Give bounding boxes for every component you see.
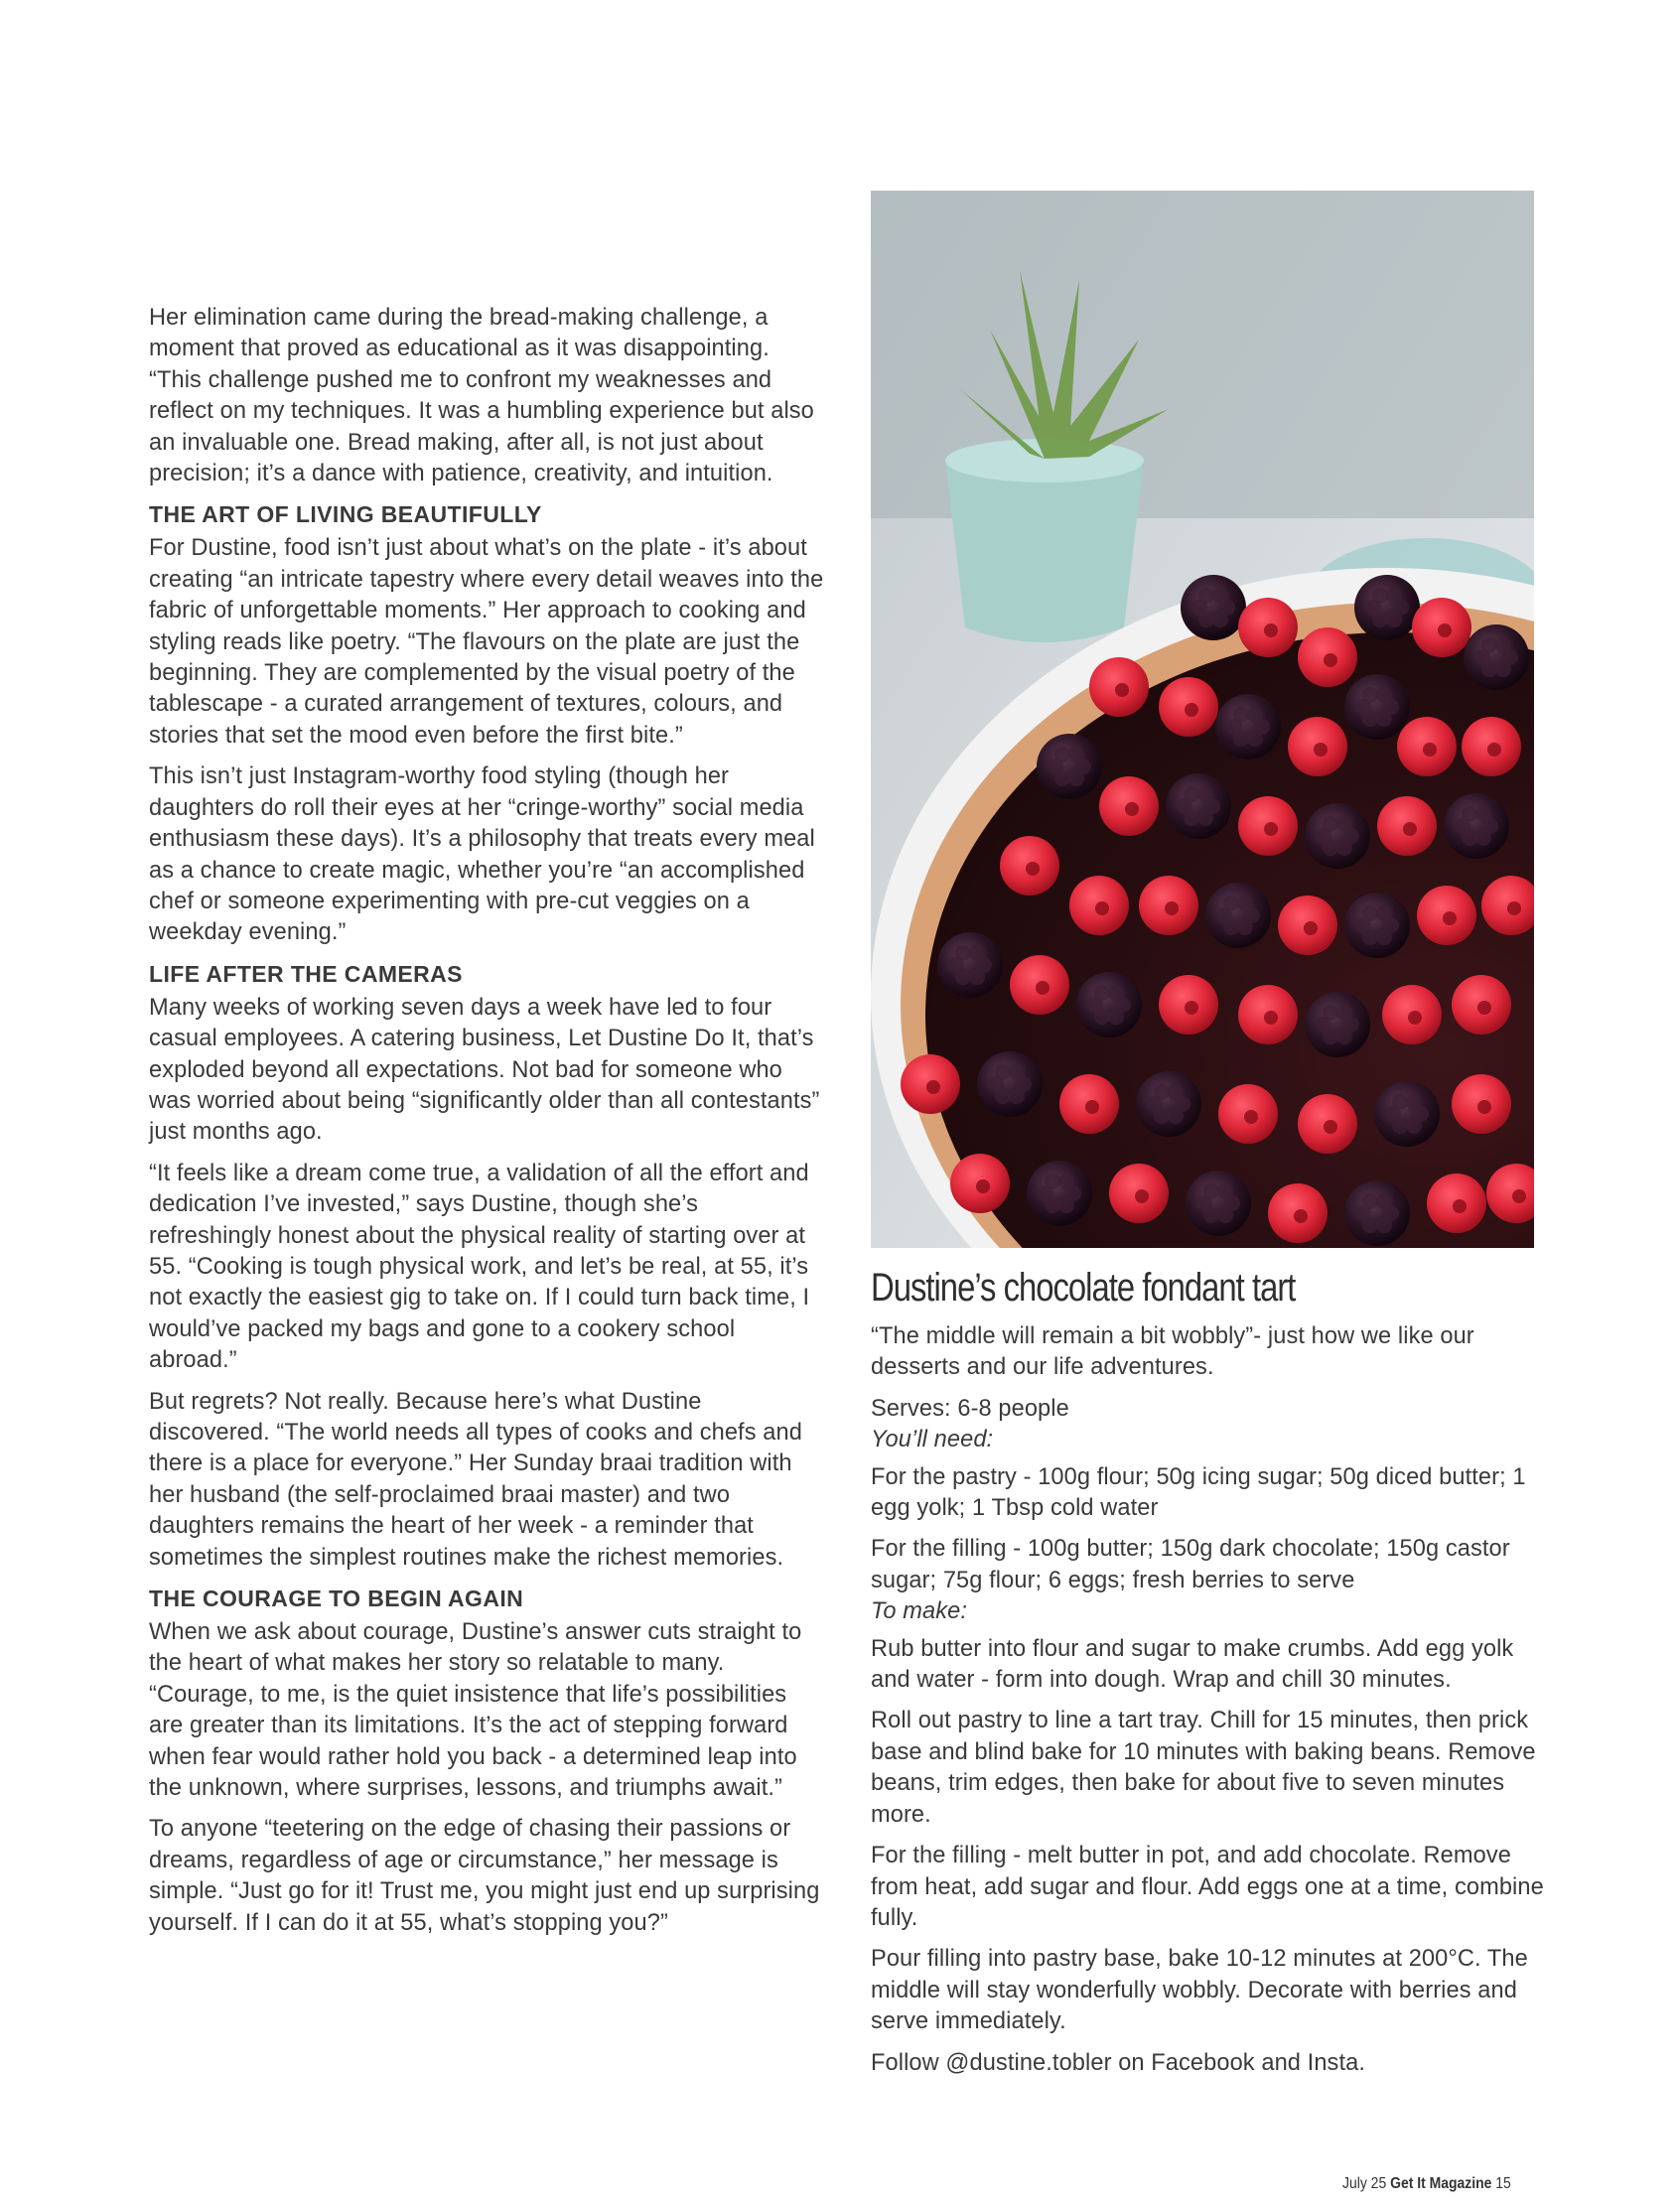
section-heading: THE ART OF LIVING BEAUTIFULLY [149,501,542,528]
blackberry-drupelet [1376,1193,1392,1209]
blackberry-drupelet [1336,816,1352,832]
blackberry-drupelet [1168,1084,1184,1100]
raspberry-hollow [1085,1100,1099,1114]
raspberry-hollow [1264,623,1278,637]
raspberry-hollow [1512,1189,1526,1203]
blackberry-drupelet [1054,747,1070,762]
blackberry [1037,734,1102,799]
blackberry-drupelet [955,945,971,961]
raspberry-hollow [1443,911,1457,925]
blackberry-drupelet [1108,985,1124,1001]
blackberry-drupelet [1184,786,1199,802]
raspberry-hollow [1304,921,1318,935]
raspberry-hollow [1125,802,1139,816]
blackberry-drupelet [1233,707,1249,723]
raspberry-hollow [976,1179,990,1193]
paragraph: Many weeks of working seven days a week have led to four casual employees. A catering business, Let Dustine Do It, that’s exploded beyond all expectations. Not bad for someone who was worried about being “significantly older than all contestants” just months ago. [149,994,820,1146]
raspberry-hollow [1244,1110,1258,1124]
method-step: Rub butter into flour and sugar to make crumbs. Add egg yolk and water - form into dough. Wrap and chill 30 minutes. [871,1635,1514,1694]
blackberry-drupelet [1336,840,1352,856]
blackberry [1136,1071,1201,1137]
article-left-column [149,303,824,1949]
blackberry-drupelet [1068,747,1084,762]
paragraph: For Dustine, food isn’t just about what’s on the plate - it’s about creating “an intricate tapestry where every detail weaves into the fabric of unforgettable moments.” Her approach to cooking and styling reads like poetry. “The flavours on the plate are just the beginning. They are complemented by the visual poetry of the tablescape - a curated arrangement of textures, colours, and stories that set the mood even before the first bite.” [149,535,824,749]
paragraph: “It feels like a dream come true, a validation of all the effort and dedication I’ve invested,” says Dustine, though she’s refreshingly honest about the physical reality of starting over at 55. “Cooking is tough physical work, and let’s be real, at 55, it’s not exactly the easiest gig to take on. If I could turn back time, I would’ve packed my bags and gone to a cookery school abroad.” [149,1160,810,1374]
blackberry-drupelet [1237,896,1253,911]
raspberry-hollow [1264,1011,1278,1025]
blackberry [1166,773,1231,839]
blackberry [1354,575,1420,640]
footer-page: 15 [1495,2175,1511,2192]
blackberry-drupelet [1217,1207,1233,1223]
method-label: To make: [871,1598,967,1625]
blackberry-drupelet [1376,1217,1392,1233]
raspberry-hollow [1487,743,1501,757]
blackberry [1464,624,1529,690]
ingredients-label: You’ll need: [871,1427,994,1453]
blackberry-drupelet [1203,1183,1219,1199]
raspberry-hollow [1185,1001,1198,1015]
blackberry-drupelet [1094,985,1110,1001]
blackberry-drupelet [1475,806,1491,822]
blackberry [937,932,1003,998]
blackberry-drupelet [1495,637,1511,653]
blackberry [1181,575,1246,640]
blackberry-drupelet [1237,919,1253,935]
blackberry-drupelet [1362,905,1378,921]
blackberry [1186,1171,1251,1236]
blackberry-drupelet [1197,810,1213,826]
blackberry-drupelet [1376,711,1392,727]
blackberry-drupelet [1336,1005,1352,1021]
raspberry-hollow [1165,901,1179,915]
raspberry-hollow [1095,901,1109,915]
blackberry-drupelet [1108,1009,1124,1025]
blackberry-drupelet [1323,1005,1338,1021]
raspberry-hollow [1438,623,1452,637]
blackberry-drupelet [1386,588,1402,604]
blackberry-drupelet [1392,1094,1408,1110]
blackberry-drupelet [1362,687,1378,703]
raspberry-hollow [1294,1209,1308,1223]
raspberry-hollow [1314,743,1328,757]
raspberry-hollow [1408,1011,1422,1025]
raspberry-hollow [1036,981,1050,995]
raspberry-hollow [1115,683,1129,697]
method-step: Roll out pastry to line a tart tray. Chill for 15 minutes, then prick base and blind bake for 10 minutes with baking beans. Remove beans, trim edges, then bake for about five to seven minutes more. [871,1708,1536,1828]
paragraph: To anyone “teetering on the edge of chasing their passions or dreams, regardless of age or circumstance,” her message is simple. “Just go for it! Trust me, you might just end up surprising yourself. If I can do it at 55, what’s stopping you?” [149,1816,820,1936]
raspberry-hollow [1403,822,1417,836]
section-heading: THE COURAGE TO BEGIN AGAIN [149,1586,524,1612]
method-step: For the filling - melt butter in pot, and add chocolate. Remove from heat, add sugar and flour. Add eggs one at a time, combine fully. [871,1843,1544,1931]
page-footer [1342,2175,1511,2193]
follow-line: Follow @dustine.tobler on Facebook and Insta. [871,2049,1365,2076]
method-step: Pour filling into pastry base, bake 10-12 minutes at 200°C. The middle will stay wonderfully wobbly. Decorate with berries and serve immediately. [871,1946,1528,2035]
blackberry-drupelet [1045,1173,1060,1189]
raspberry-hollow [1026,862,1040,876]
blackberry-drupelet [1223,896,1239,911]
recipe-intro: “The middle will remain a bit wobbly”- just how we like our desserts and our life adventures. [871,1323,1474,1381]
raspberry-hollow [1135,1189,1149,1203]
blackberry-drupelet [1058,1197,1074,1213]
section-heading: LIFE AFTER THE CAMERAS [149,960,463,987]
blackberry-drupelet [1336,1029,1352,1044]
recipe-serves: Serves: 6-8 people [871,1395,1069,1422]
blackberry-drupelet [1154,1084,1170,1100]
raspberry-hollow [926,1080,940,1094]
blackberry-drupelet [1495,661,1511,677]
blackberry [1215,694,1281,759]
blackberry [1444,793,1509,859]
blackberry-drupelet [1386,612,1402,627]
tart-photo [871,191,1534,1248]
raspberry-hollow [1507,901,1521,915]
blackberry [1374,1081,1440,1147]
raspberry-hollow [1453,1199,1467,1213]
blackberry [1344,674,1410,740]
blackberry-drupelet [1168,1108,1184,1124]
recipe-title: Dustine’s chocolate fondant tart [871,1266,1296,1310]
blackberry-drupelet [1481,637,1497,653]
blackberry-drupelet [1475,830,1491,846]
blackberry [977,1051,1043,1117]
paragraph: When we ask about courage, Dustine’s answer cuts straight to the heart of what makes her story so relatable to many. “Courage, to me, is the quiet insistence that life’s possibilities are greater than its limitations. It’s the act of stepping forward when fear would rather hold you back - a determined leap into the unknown, where surprises, lessons, and triumphs await.” [149,1619,802,1802]
ingredients-pastry: For the pastry - 100g flour; 50g icing sugar; 50g diced butter; 1 egg yolk; 1 Tbsp cold water [871,1463,1526,1522]
blackberry-drupelet [1068,770,1084,786]
recipe-column [871,1264,1546,2089]
blackberry [1305,803,1370,869]
blackberry-drupelet [1009,1064,1025,1080]
blackberry-drupelet [1197,786,1213,802]
blackberry-drupelet [1323,816,1338,832]
blackberry-drupelet [969,969,985,985]
blackberry-drupelet [1009,1088,1025,1104]
blackberry-drupelet [1462,806,1477,822]
raspberry-hollow [1477,1001,1491,1015]
blackberry-drupelet [1212,588,1228,604]
blackberry-drupelet [1217,1183,1233,1199]
blackberry-drupelet [1376,929,1392,945]
tart-illustration [871,191,1534,1248]
raspberry-hollow [1185,703,1198,717]
paragraph: This isn’t just Instagram-worthy food styling (though her daughters do roll their eyes at her “cringe-worthy” social media enthusiasm these days). It’s a philosophy that treats every meal as a chance to create magic, whether you’re “an accomplished chef or someone experimenting with pre-cut veggies on a weekday evening.” [149,763,815,946]
ingredients-filling: For the filling - 100g butter; 150g dark chocolate; 150g castor sugar; 75g flour; 6 eggs; fresh berries to serve [871,1536,1510,1593]
blackberry-drupelet [1058,1173,1074,1189]
blackberry-drupelet [1376,687,1392,703]
blackberry [1305,992,1370,1057]
blackberry [1344,893,1410,958]
raspberry-hollow [1324,653,1337,667]
blackberry [1344,1180,1410,1246]
paragraph: Her elimination came during the bread-making challenge, a moment that proved as educational as it was disappointing. “This challenge pushed me to confront my weaknesses and reflect on my techniques. It was a humbling experience but also an invaluable one. Bread making, after all, is not just about precision; it’s a dance with patience, creativity, and intuition. [149,305,814,487]
raspberry-hollow [1423,743,1437,757]
blackberry-drupelet [969,945,985,961]
blackberry-drupelet [1372,588,1388,604]
blackberry-drupelet [1406,1118,1422,1134]
blackberry-drupelet [1406,1094,1422,1110]
blackberry [1205,883,1271,948]
footer-magazine: Get It Magazine [1390,2175,1492,2192]
paragraph: But regrets? Not really. Because here’s what Dustine discovered. “The world needs all types of cooks and chefs and there is a place for everyone.” Her Sunday braai tradition with her husband (the self-proclaimed braai master) and two daughters remains the heart of her week - a reminder that sometimes the simplest routines make the richest memories. [149,1388,802,1571]
raspberry-hollow [1324,1120,1337,1134]
blackberry-drupelet [1247,707,1263,723]
blackberry-drupelet [1198,588,1214,604]
blackberry-drupelet [1362,1193,1378,1209]
blackberry-drupelet [1376,905,1392,921]
blackberry-drupelet [995,1064,1011,1080]
raspberry-hollow [1477,1100,1491,1114]
blackberry-drupelet [1247,731,1263,747]
footer-issue: July 25 [1342,2175,1387,2192]
raspberry-hollow [1264,822,1278,836]
blackberry-drupelet [1212,612,1228,627]
blackberry [1076,972,1142,1037]
blackberry [1027,1161,1092,1226]
